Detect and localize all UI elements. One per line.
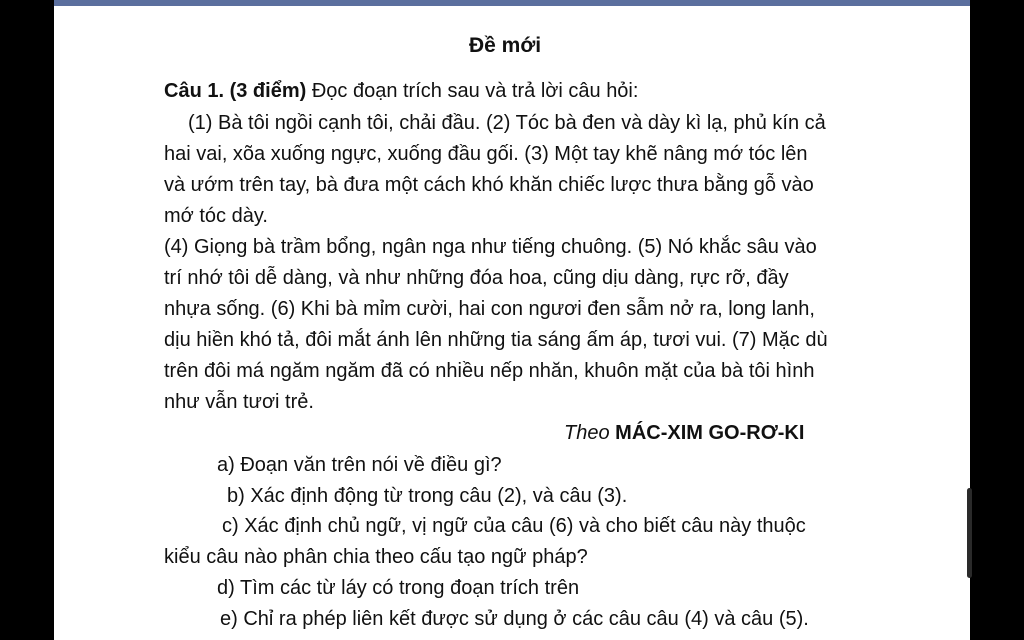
passage-line-8: dịu hiền khó tả, đôi mắt ánh lên những tia sáng ấm áp, tươi vui. (7) Mặc dù	[164, 329, 828, 351]
question-label: Câu 1. (3 điểm)	[164, 80, 307, 102]
task-a: a) Đoạn văn trên nói về điều gì?	[217, 454, 502, 476]
document-page	[54, 0, 970, 640]
task-c-continued: kiểu câu nào phân chia theo cấu tạo ngữ pháp?	[164, 546, 588, 568]
passage-line-3: và ướm trên tay, bà đưa một cách khó khăn chiếc lược thưa bằng gỗ vào	[164, 174, 814, 196]
passage-line-6: trí nhớ tôi dễ dàng, và như những đóa hoa, cũng dịu dàng, rực rỡ, đầy	[164, 267, 789, 289]
question-line	[164, 78, 638, 104]
window-top-bar	[54, 0, 970, 6]
question-instruction: Đọc đoạn trích sau và trả lời câu hỏi:	[306, 80, 639, 102]
task-b: b) Xác định động từ trong câu (2), và câu (3).	[227, 485, 628, 507]
page-title: Đề mới	[469, 34, 542, 57]
passage-line-2: hai vai, xõa xuống ngực, xuống đầu gối. (3) Một tay khẽ nâng mớ tóc lên	[164, 143, 808, 165]
passage-line-5: (4) Giọng bà trầm bổng, ngân nga như tiếng chuông. (5) Nó khắc sâu vào	[164, 236, 817, 258]
scroll-indicator[interactable]	[967, 488, 972, 578]
task-d: d) Tìm các từ láy có trong đoạn trích trên	[217, 577, 580, 599]
task-e: e) Chỉ ra phép liên kết được sử dụng ở các câu câu (4) và câu (5).	[220, 608, 809, 630]
cut-off-next-line	[294, 630, 854, 640]
passage-line-7: nhựa sống. (6) Khi bà mỉm cười, hai con ngươi đen sẫm nở ra, long lanh,	[164, 298, 815, 320]
passage-line-4: mớ tóc dày.	[164, 205, 268, 227]
task-c: c) Xác định chủ ngữ, vị ngữ của câu (6) và cho biết câu này thuộc	[222, 515, 806, 537]
passage-line-1: (1) Bà tôi ngồi cạnh tôi, chải đầu. (2) Tóc bà đen và dày kì lạ, phủ kín cả	[188, 112, 826, 134]
source-attribution	[564, 420, 804, 446]
source-author: MÁC-XIM GO-RƠ-KI	[615, 422, 805, 444]
passage-line-10: như vẫn tươi trẻ.	[164, 391, 314, 413]
passage-line-9: trên đôi má ngăm ngăm đã có nhiều nếp nhăn, khuôn mặt của bà tôi hình	[164, 360, 815, 382]
source-prefix: Theo	[564, 422, 610, 444]
